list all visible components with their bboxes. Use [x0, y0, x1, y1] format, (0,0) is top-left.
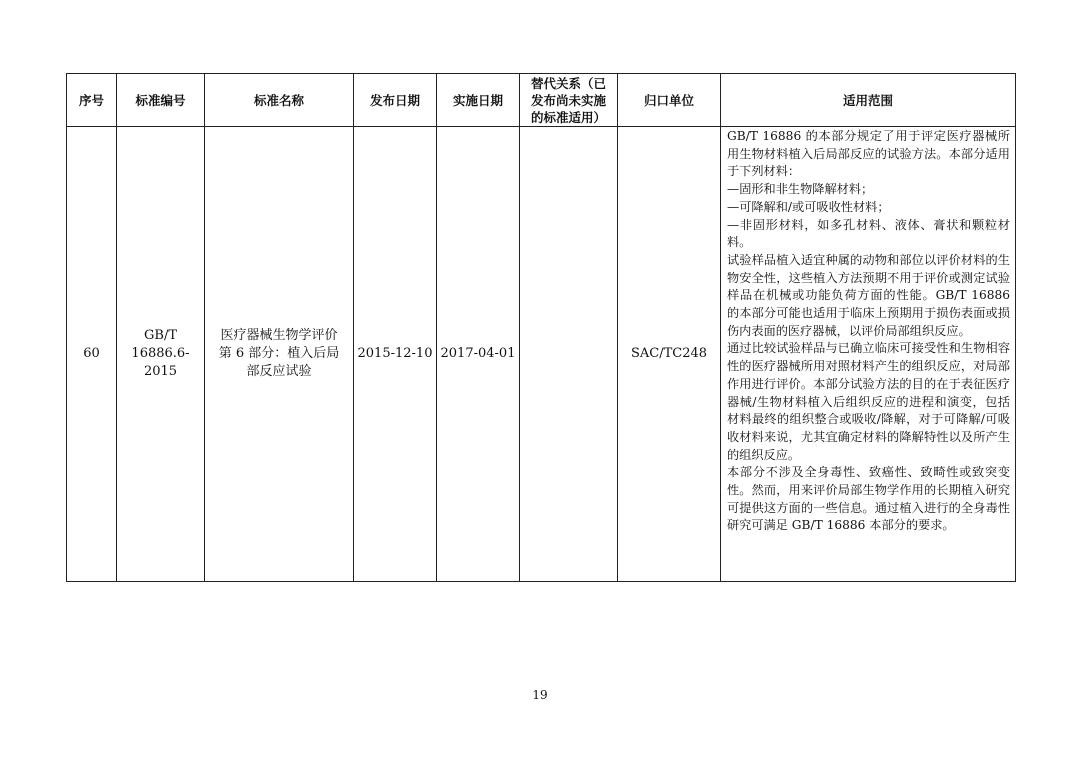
cell-dept: SAC/TC248 [618, 127, 721, 582]
page-number: 19 [532, 688, 548, 702]
scope-paragraph: —非固形材料，如多孔材料、液体、膏状和颗粒材料。 [727, 217, 1010, 250]
header-seq: 序号 [67, 74, 117, 127]
cell-implement-date: 2017-04-01 [437, 127, 520, 582]
header-scope: 适用范围 [721, 74, 1016, 127]
cell-scope [721, 127, 1016, 582]
header-dept: 归口单位 [618, 74, 721, 127]
header-row [67, 74, 1016, 127]
scope-paragraph: 本部分不涉及全身毒性、致癌性、致畸性或致突变性。然而，用来评价局部生物学作用的长期植入研究可提供这方面的一些信息。通过植入进行的全身毒性研究可满足 GB/T 16886 本部分的要求。 [727, 465, 1010, 533]
header-publish-date: 发布日期 [354, 74, 437, 127]
scope-paragraph: 试验样品植入适宜种属的动物和部位以评价材料的生物安全性，这些植入方法预期不用于评价或测定试验样品在机械或功能负荷方面的性能。GB/T 16886 的本部分可能也适用于临床上预期用于损伤表面或损伤内表面的医疗器械，以评价局部组织反应。 [727, 252, 1010, 338]
table-row [67, 127, 1016, 582]
cell-code: GB/T 16886.6-2015 [117, 127, 205, 582]
standards-table [66, 73, 1016, 582]
header-name: 标准名称 [205, 74, 354, 127]
header-replace: 替代关系（已发布尚未实施的标准适用） [520, 74, 618, 127]
header-code: 标准编号 [117, 74, 205, 127]
cell-publish-date: 2015-12-10 [354, 127, 437, 582]
scope-paragraph: 通过比较试验样品与已确立临床可接受性和生物相容性的医疗器械所用对照材料产生的组织反应，对局部作用进行评价。本部分试验方法的目的在于表征医疗器械/生物材料植入后组织反应的进程和演变，包括材料最终的组织整合或吸收/降解，对于可降解/可吸收材料来说，尤其宜确定材料的降解特性以及所产生的组织反应。 [727, 341, 1010, 462]
scope-paragraph: —可降解和/或可吸收性材料； [727, 199, 890, 214]
scope-paragraph: GB/T 16886 的本部分规定了用于评定医疗器械所用生物材料植入后局部反应的试验方法。本部分适用于下列材料： [727, 129, 1010, 179]
cell-seq: 60 [67, 127, 117, 582]
scope-paragraph: —固形和非生物降解材料； [727, 182, 874, 197]
cell-replace [520, 127, 618, 582]
cell-name: 医疗器械生物学评价第 6 部分：植入后局部反应试验 [205, 127, 354, 582]
header-implement-date: 实施日期 [437, 74, 520, 127]
